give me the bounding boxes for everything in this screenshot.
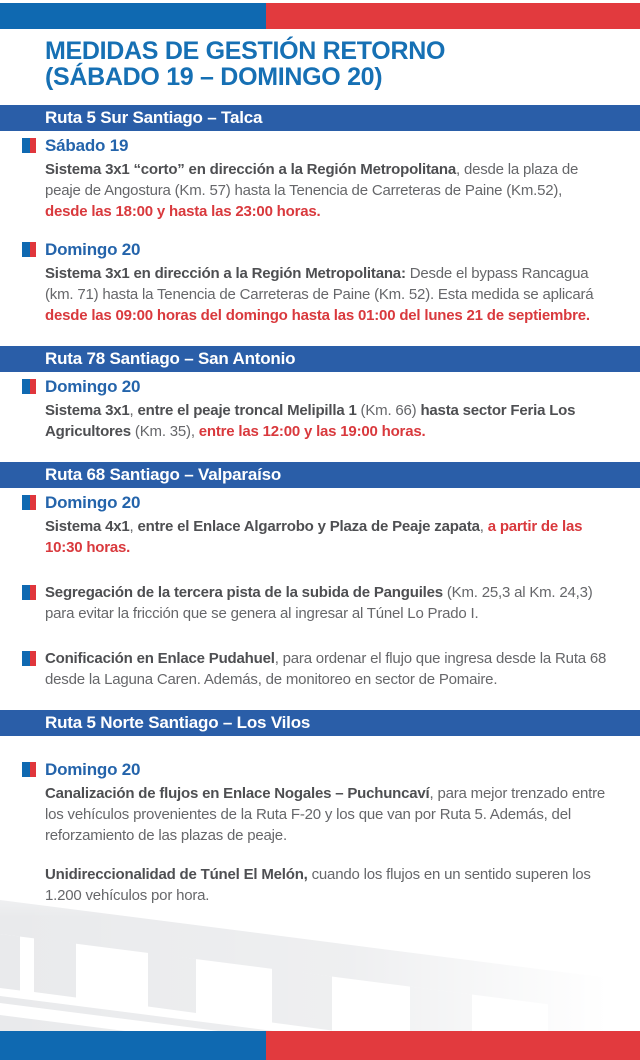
chile-flag-icon bbox=[22, 762, 36, 777]
bottom-bar-blue-segment bbox=[0, 1031, 266, 1060]
section-header-bar bbox=[0, 346, 640, 372]
bottom-brand-bar bbox=[0, 1031, 640, 1060]
section-header-label: Ruta 68 Santiago – Valparaíso bbox=[45, 465, 282, 484]
route-sections bbox=[0, 105, 640, 906]
measure-paragraph bbox=[45, 400, 608, 442]
measure-body-text: , para ordenar el flujo que ingresa desde la Ruta 68 desde la Laguna Caren. Además, de monitoreo en sector de Pomaire. bbox=[45, 650, 607, 688]
chile-flag-icon bbox=[22, 379, 36, 394]
chile-flag-icon bbox=[22, 651, 36, 666]
day-heading-label: Domingo 20 bbox=[45, 377, 141, 396]
measure-bold-text: entre el peaje troncal Melipilla 1 bbox=[137, 402, 357, 419]
flag-red-half bbox=[30, 495, 36, 510]
chile-flag-icon bbox=[22, 585, 36, 600]
measure-body-text: cuando los flujos en un sentido superen los 1.200 vehículos por hora. bbox=[45, 866, 591, 904]
measure-bullet-item bbox=[0, 582, 608, 624]
measure-bold-text: Sistema 3x1 “corto” en dirección a la Región Metropolitana bbox=[45, 161, 457, 178]
page-title bbox=[45, 38, 610, 90]
measure-bold-text: Sistema 3x1 bbox=[45, 402, 130, 419]
day-heading-label: Domingo 20 bbox=[45, 493, 141, 512]
chile-flag-icon bbox=[22, 495, 36, 510]
schedule-emphasis-text: a partir de las 10:30 horas. bbox=[45, 518, 583, 556]
chile-flag-icon bbox=[22, 242, 36, 257]
day-heading-label: Domingo 20 bbox=[45, 760, 141, 779]
day-heading-label: Sábado 19 bbox=[45, 136, 129, 155]
route-section bbox=[0, 462, 640, 690]
section-header-bar bbox=[0, 710, 640, 736]
chile-flag-icon bbox=[22, 138, 36, 153]
route-section bbox=[0, 710, 640, 906]
measure-bold-text: Sistema 4x1 bbox=[45, 518, 130, 535]
measure-bold-text: Canalización de flujos en Enlace Nogales – Puchuncaví bbox=[45, 785, 430, 802]
flag-blue-half bbox=[22, 495, 30, 510]
measure-body-text: , bbox=[129, 518, 138, 535]
day-heading bbox=[0, 760, 640, 780]
flag-blue-half bbox=[22, 138, 30, 153]
flag-blue-half bbox=[22, 379, 30, 394]
flag-red-half bbox=[30, 379, 36, 394]
measure-body-text: , bbox=[479, 518, 488, 535]
measure-bullet-text bbox=[45, 650, 606, 688]
measure-bold-text: Unidireccionalidad de Túnel El Melón, bbox=[45, 866, 308, 883]
day-heading-label: Domingo 20 bbox=[45, 240, 141, 259]
top-strip-blue-segment bbox=[0, 3, 266, 29]
measure-bold-text: Conificación en Enlace Pudahuel bbox=[45, 650, 275, 667]
day-heading bbox=[0, 136, 640, 156]
measure-paragraph bbox=[45, 516, 608, 558]
bottom-bar-red-segment bbox=[266, 1031, 640, 1060]
day-heading bbox=[0, 240, 640, 260]
page-title-line2: (SÁBADO 19 – DOMINGO 20) bbox=[45, 63, 383, 91]
page-title-line1: MEDIDAS DE GESTIÓN RETORNO bbox=[45, 37, 446, 65]
measure-bold-text: hasta sector Feria Los Agricultores bbox=[45, 402, 576, 440]
route-section bbox=[0, 105, 640, 326]
measure-body-text: (Km. 25,3 al Km. 24,3) para evitar la fricción que se genera al ingresar al Túnel Lo Prado I. bbox=[45, 584, 593, 622]
measure-paragraph bbox=[45, 263, 608, 326]
measure-paragraph bbox=[45, 783, 608, 846]
measure-paragraph bbox=[45, 864, 608, 906]
measure-bold-text: Sistema 3x1 en dirección a la Región Metropolitana: bbox=[45, 265, 406, 282]
flag-blue-half bbox=[22, 762, 30, 777]
measure-bullet-text bbox=[45, 584, 593, 622]
section-header-label: Ruta 78 Santiago – San Antonio bbox=[45, 349, 296, 368]
schedule-emphasis-text: desde las 09:00 horas del domingo hasta las 01:00 del lunes 21 de septiembre. bbox=[45, 307, 590, 324]
top-brand-strip bbox=[0, 3, 640, 29]
measure-body-text: , bbox=[129, 402, 138, 419]
measure-body-text: , desde la plaza de peaje de Angostura (Km. 57) hasta la Tenencia de Carreteras de Paine (Km.52), bbox=[45, 161, 579, 199]
day-heading bbox=[0, 493, 640, 513]
measure-bullet-item bbox=[0, 648, 608, 690]
flag-red-half bbox=[30, 585, 36, 600]
schedule-emphasis-text: entre las 12:00 y las 19:00 horas. bbox=[198, 423, 426, 440]
measure-body-text: (Km. 35), bbox=[130, 423, 199, 440]
measure-paragraph bbox=[45, 159, 608, 222]
section-header-label: Ruta 5 Norte Santiago – Los Vilos bbox=[45, 713, 311, 732]
measure-bold-text: entre el Enlace Algarrobo y Plaza de Peaje zapata bbox=[137, 518, 480, 535]
flag-red-half bbox=[30, 651, 36, 666]
flag-red-half bbox=[30, 242, 36, 257]
measure-body-text: , para mejor trenzado entre los vehículos provenientes de la Ruta F-20 y los que van por Ruta 5. Además, del reforzamiento de las plazas de peaje. bbox=[45, 785, 606, 844]
flag-blue-half bbox=[22, 585, 30, 600]
measure-body-text: (Km. 66) bbox=[356, 402, 421, 419]
flag-blue-half bbox=[22, 651, 30, 666]
flag-red-half bbox=[30, 762, 36, 777]
flag-red-half bbox=[30, 138, 36, 153]
route-section bbox=[0, 346, 640, 442]
top-strip-red-segment bbox=[266, 3, 640, 29]
schedule-emphasis-text: desde las 18:00 y hasta las 23:00 horas. bbox=[45, 203, 321, 220]
section-header-bar bbox=[0, 105, 640, 131]
flag-blue-half bbox=[22, 242, 30, 257]
section-header-bar bbox=[0, 462, 640, 488]
measure-bold-text: Segregación de la tercera pista de la subida de Panguiles bbox=[45, 584, 443, 601]
section-header-label: Ruta 5 Sur Santiago – Talca bbox=[45, 108, 263, 127]
day-heading bbox=[0, 377, 640, 397]
measure-body-text: Desde el bypass Rancagua (km. 71) hasta la Tenencia de Carreteras de Paine (Km. 52). Esta medida se aplicará bbox=[45, 265, 594, 303]
